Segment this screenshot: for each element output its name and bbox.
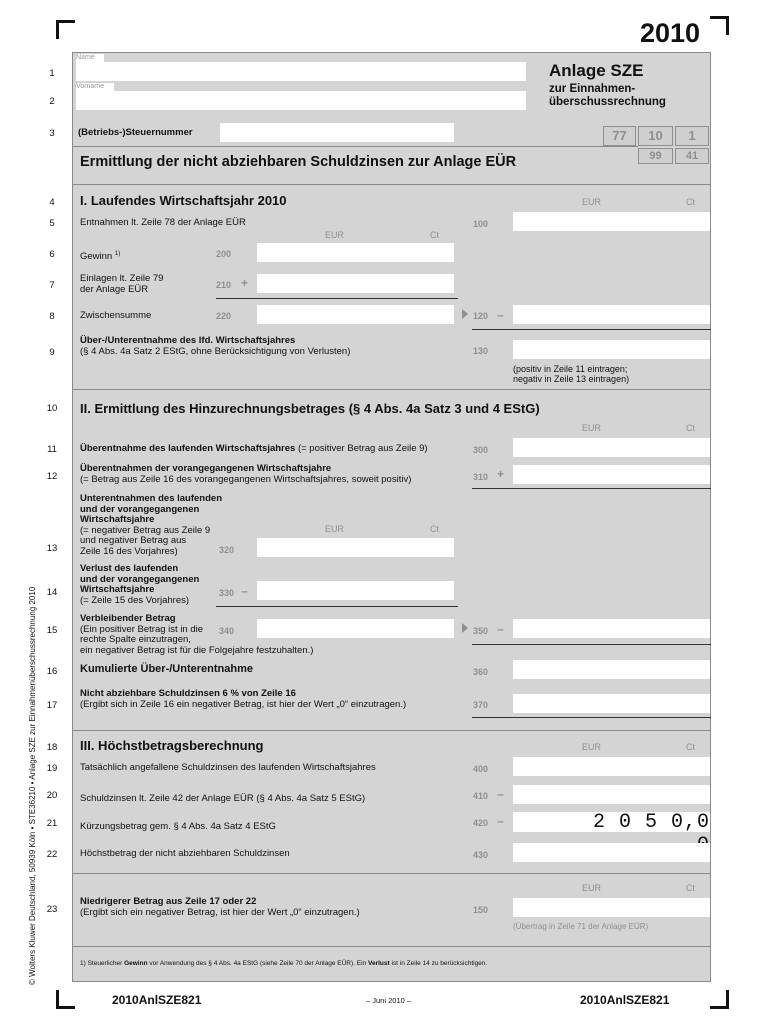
field-code: 350: [473, 626, 489, 636]
form-subtitle-line: überschussrechnung: [549, 96, 666, 108]
steuernummer-label: (Betriebs-)Steuernummer: [78, 127, 193, 138]
field-code: 130: [473, 346, 489, 356]
field-code: 310: [473, 472, 489, 482]
line-number: 14: [46, 587, 58, 598]
row-label-line: (§ 4 Abs. 4a Satz 2 EStG, ohne Berücksichtigung von Verlusten): [80, 345, 351, 357]
ct-header: Ct: [686, 197, 695, 207]
minus-sign: –: [497, 622, 504, 636]
row-label-line: Überentnahmen der vorangegangenen Wirtschaftsjahre: [80, 463, 332, 474]
crop-mark-bottom-left: [56, 990, 75, 1009]
line-number: 4: [49, 197, 55, 208]
field-130[interactable]: [513, 340, 710, 359]
row-label-line: und der vorangegangenen: [80, 503, 200, 515]
name-field[interactable]: [76, 62, 526, 81]
row-label-line: Wirtschaftsjahre: [80, 514, 155, 525]
divider: [72, 184, 711, 185]
main-title: Ermittlung der nicht abziehbaren Schuldzinsen zur Anlage EÜR: [80, 154, 517, 170]
row-label: [80, 494, 222, 557]
row-label-line: Wirtschaftsjahre: [80, 584, 155, 595]
field-300[interactable]: [513, 438, 710, 457]
row9-note: [513, 365, 629, 384]
line-number: 2: [49, 96, 55, 107]
minus-sign: –: [497, 308, 504, 322]
line-number: 1: [49, 68, 55, 79]
field-code: 400: [473, 764, 489, 774]
eur-header: EUR: [582, 742, 602, 752]
line-number: 9: [49, 347, 55, 358]
line-number: 16: [46, 666, 58, 677]
field-code: 410: [473, 791, 489, 801]
row-label-line: Unterentnahmen des laufenden: [80, 493, 222, 504]
line-number: 11: [47, 444, 57, 455]
line-number: 8: [49, 311, 55, 322]
row-label: Kumulierte Über-/Unterentnahme: [80, 663, 253, 675]
crop-mark-bottom-right: [710, 990, 729, 1009]
divider: [72, 873, 711, 874]
transfer-arrow-icon: [462, 309, 468, 319]
code-box: 10: [638, 126, 673, 146]
field-code: 120: [473, 311, 489, 321]
row-label-line: (Ergibt sich in Zeile 16 ein negativer Betrag, ist hier der Wert „0“ einzutragen.): [80, 698, 407, 710]
field-430[interactable]: [513, 843, 710, 862]
field-code: 430: [473, 850, 489, 860]
steuernummer-field[interactable]: [220, 123, 454, 142]
line-number: 17: [46, 700, 58, 711]
field-100[interactable]: [513, 212, 710, 231]
divider: [72, 389, 711, 390]
row-label: Höchstbetrag der nicht abziehbaren Schuldzinsen: [80, 848, 290, 859]
crop-mark-top-left: [56, 20, 75, 39]
ct-header: Ct: [686, 883, 695, 893]
vorname-label: Vorname: [76, 83, 114, 91]
row-label: Zwischensumme: [80, 310, 152, 321]
field-200[interactable]: [257, 243, 454, 262]
footnote-text: 1) Steuerlicher: [80, 960, 125, 967]
footnote-text: vor Anwendung des § 4 Abs. 4a EStG (siehe Zeile 70 der Anlage EÜR). Ein: [147, 960, 368, 967]
row-label-line: und der vorangegangenen: [80, 573, 200, 585]
eur-header: EUR: [582, 197, 602, 207]
row-label-line: (Ein positiver Betrag ist in die: [80, 623, 204, 635]
line-number: 19: [46, 763, 58, 774]
field-150[interactable]: [513, 898, 710, 917]
row-label-line: und negativer Betrag aus: [80, 535, 187, 546]
row-label-line: Über-/Unterentnahme des lfd. Wirtschaftsjahres: [80, 335, 296, 346]
footnote-text: ist in Zeile 14 zu berücksichtigen.: [389, 960, 488, 967]
field-code: 300: [473, 445, 489, 455]
row-label-line: Zeile 16 des Vorjahres): [80, 545, 178, 557]
plus-sign: +: [497, 467, 505, 481]
side-copyright: © Wolters Kluwer Deutschland, 50939 Köln • STE36210 • Anlage SZE zur Einnahmenüberschussrechnung 2010: [28, 586, 37, 985]
field-code: 150: [473, 905, 489, 915]
plus-sign: +: [241, 276, 249, 290]
field-code: 320: [219, 545, 235, 555]
row-label-line: ein negativer Betrag ist für die Folgejahre festzuhalten.): [80, 644, 314, 656]
row-label-line: rechte Spalte einzutragen,: [80, 634, 191, 645]
line-number: 12: [46, 471, 58, 482]
ct-header: Ct: [686, 423, 695, 433]
divider: [72, 946, 711, 947]
field-code: 340: [219, 626, 235, 636]
form-id-right: 2010AnlSZE821: [580, 993, 670, 1007]
line-number: 7: [49, 280, 55, 291]
row-label-text: (= positiver Betrag aus Zeile 9): [295, 443, 428, 454]
code-box: 1: [675, 126, 709, 146]
ct-header: Ct: [430, 524, 439, 534]
row-label: Entnahmen lt. Zeile 78 der Anlage EÜR: [80, 217, 246, 228]
field-330[interactable]: [257, 581, 454, 600]
crop-mark-top-right: [710, 16, 729, 35]
row-label: [80, 274, 163, 295]
field-310[interactable]: [513, 465, 710, 484]
form-id-left: 2010AnlSZE821: [112, 993, 202, 1007]
footnote: [80, 960, 487, 968]
eur-header: EUR: [325, 524, 345, 534]
line-number: 13: [46, 543, 58, 554]
sum-line: [216, 606, 458, 607]
footnote-ref: 1): [114, 251, 121, 257]
footnote-bold: Gewinn: [124, 960, 148, 967]
ct-header: Ct: [430, 230, 439, 240]
field-400[interactable]: [513, 757, 710, 776]
field-370[interactable]: [513, 694, 710, 713]
minus-sign: –: [241, 584, 248, 598]
field-code: 360: [473, 667, 489, 677]
name-label: Name: [76, 54, 104, 62]
field-code: 330: [219, 588, 235, 598]
vorname-field[interactable]: [76, 91, 526, 110]
divider: [72, 146, 638, 147]
note-line: (positiv in Zeile 11 eintragen;: [513, 364, 628, 374]
sum-line: [216, 298, 458, 299]
field-350[interactable]: [513, 619, 710, 638]
field-210[interactable]: [257, 274, 454, 293]
form-subtitle: [549, 83, 666, 109]
row-label: [80, 336, 350, 357]
row-label-line: Verbleibender Betrag: [80, 613, 176, 624]
sum-line: [472, 329, 711, 330]
field-340[interactable]: [257, 619, 454, 638]
divider: [72, 730, 711, 731]
row-label-line: Nicht abziehbare Schuldzinsen 6 % von Zeile 16: [80, 688, 296, 699]
section-1-title: I. Laufendes Wirtschaftsjahr 2010: [80, 193, 287, 208]
row-label: [80, 249, 120, 263]
row-label-line: (= negativer Betrag aus Zeile 9: [80, 524, 211, 536]
row-label-text: Gewinn: [80, 251, 113, 263]
field-410[interactable]: [513, 785, 710, 804]
row-label-line: (= Zeile 15 des Vorjahres): [80, 594, 190, 606]
line-number: 23: [46, 904, 58, 915]
line-number: 5: [49, 218, 55, 229]
line-number: 6: [49, 249, 55, 260]
field-120[interactable]: [513, 305, 710, 324]
row-label-line: (Ergibt sich ein negativer Betrag, ist hier der Wert „0“ einzutragen.): [80, 906, 360, 918]
sum-line: [472, 717, 711, 718]
line-number: 22: [46, 849, 58, 860]
field-code: 220: [216, 311, 232, 321]
row-label: Kürzungsbetrag gem. § 4 Abs. 4a Satz 4 EStG: [80, 821, 276, 832]
field-code: 100: [473, 219, 489, 229]
eur-header: EUR: [325, 230, 345, 240]
row-label-line: Verlust des laufenden: [80, 563, 179, 574]
row-label-line: (= Betrag aus Zeile 16 des vorangegangenen Wirtschaftsjahres, soweit positiv): [80, 473, 412, 485]
field-code: 210: [216, 280, 232, 290]
row-label-line: der Anlage EÜR: [80, 283, 149, 295]
field-code: 420: [473, 818, 489, 828]
field-320[interactable]: [257, 538, 454, 557]
line-number: 3: [49, 128, 55, 139]
row-label-line: Niedrigerer Betrag aus Zeile 17 oder 22: [80, 896, 257, 907]
row-label: Schuldzinsen lt. Zeile 42 der Anlage EÜR (§ 4 Abs. 4a Satz 5 EStG): [80, 793, 366, 804]
row-label-bold: Überentnahme des laufenden Wirtschaftsjahres: [80, 443, 296, 454]
line-number: 21: [46, 818, 58, 829]
footnote-bold: Verlust: [367, 960, 390, 967]
form-subtitle-line: zur Einnahmen-: [549, 83, 636, 95]
line-number: 20: [46, 790, 58, 801]
code-box: 41: [675, 148, 709, 164]
row-label-line: Einlagen lt. Zeile 79: [80, 273, 164, 284]
row-label: [80, 464, 411, 485]
form-year: 2010: [640, 18, 701, 48]
eur-header: EUR: [582, 423, 602, 433]
line-number: 18: [46, 742, 58, 753]
sum-line: [472, 644, 711, 645]
minus-sign: –: [497, 787, 504, 801]
ct-header: Ct: [686, 742, 695, 752]
form-title: Anlage SZE: [549, 61, 644, 80]
sum-line: [472, 488, 711, 489]
note-line: negativ in Zeile 13 eintragen): [513, 373, 630, 384]
row-label: [80, 564, 199, 606]
minus-sign: –: [497, 814, 504, 828]
line-number: 10: [46, 403, 58, 414]
row-label: [80, 897, 360, 918]
form-date: – Juni 2010 –: [366, 996, 412, 1005]
field-220[interactable]: [257, 305, 454, 324]
field-code: 200: [216, 249, 232, 259]
transfer-arrow-icon: [462, 623, 468, 633]
field-420-value: 2 0 5 0,0: [592, 811, 710, 834]
code-box: 99: [638, 148, 673, 164]
line-number: 15: [46, 625, 58, 636]
row23-note: (Übertrag in Zeile 71 der Anlage EÜR): [513, 922, 649, 931]
section-3-title: III. Höchstbetragsberechnung: [80, 738, 264, 753]
field-code: 370: [473, 700, 489, 710]
row-label: [80, 444, 428, 455]
section-2-title: II. Ermittlung des Hinzurechnungsbetrages (§ 4 Abs. 4a Satz 3 und 4 EStG): [80, 401, 540, 416]
row-label: Tatsächlich angefallene Schuldzinsen des laufenden Wirtschaftsjahres: [80, 762, 376, 773]
field-360[interactable]: [513, 660, 710, 679]
eur-header: EUR: [582, 883, 602, 893]
code-box: 77: [603, 126, 636, 146]
row-label: [80, 689, 406, 710]
